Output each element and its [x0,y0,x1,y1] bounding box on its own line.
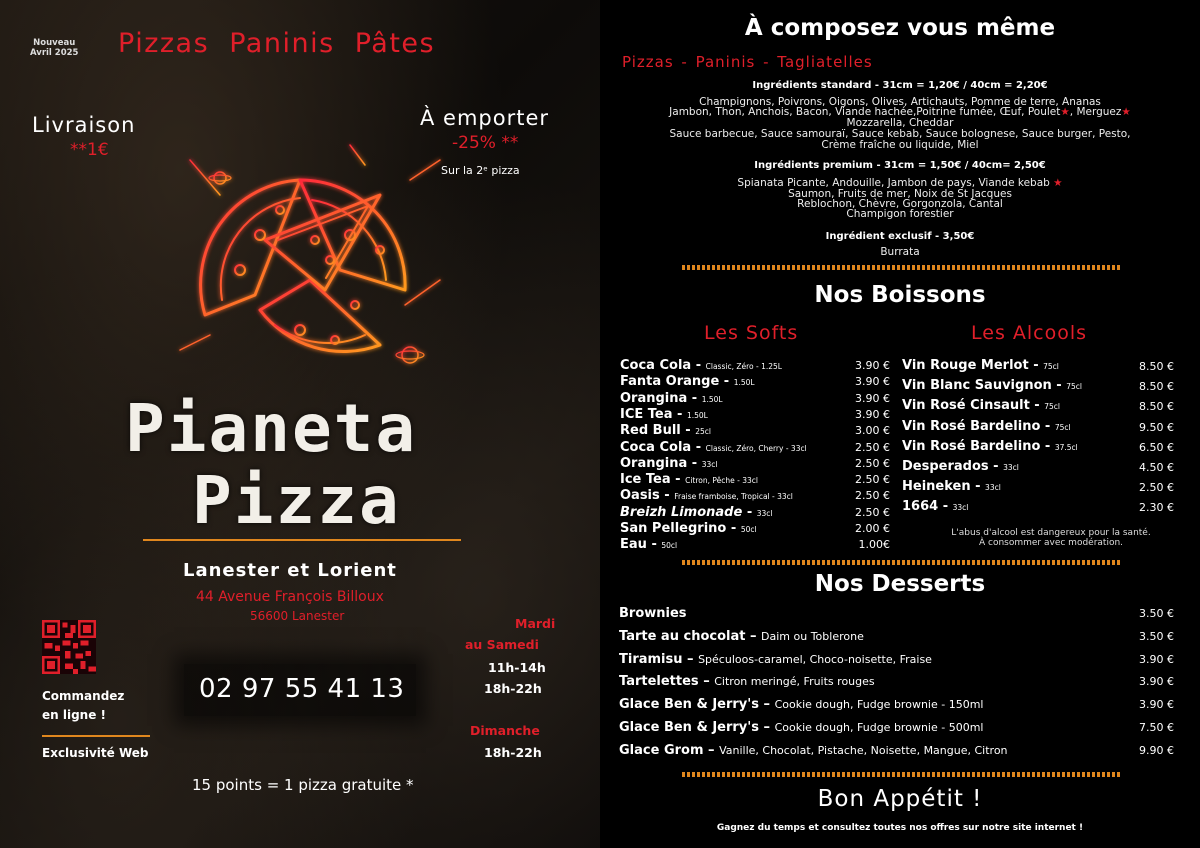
soft-detail: 1.50L [701,394,723,404]
alcool-item [902,378,1082,393]
soft-separator: - [687,455,702,471]
alcool-item [902,479,1001,494]
dessert-name: Glace Ben & Jerry's [619,720,759,735]
alcool-item [902,398,1060,413]
dessert-item [619,720,983,735]
dessert-item [619,697,983,712]
soft-detail: Classic, Zéro - 1.25L [705,362,782,371]
soft-price: 2.50 € [855,440,890,454]
alcool-name: Vin Rosé Bardelino [902,418,1041,434]
hours-slot2: 18h-22h [484,681,542,696]
premium-line1-text: Spianata Picante, Andouille, Jambon de pays, Viande kebab [737,177,1050,189]
alcool-item [902,358,1059,373]
alcool-separator: - [1040,438,1055,454]
alcool-separator: - [1029,398,1045,414]
soft-price: 3.00 € [855,424,890,438]
soft-name: Ice Tea [620,472,671,488]
soft-separator: - [680,423,696,439]
dessert-item [619,674,875,689]
dessert-name: Brownies [619,606,687,621]
dessert-separator: – [703,742,720,758]
dessert-price: 3.90 € [1139,698,1174,712]
soft-price: 2.50 € [855,505,890,519]
alcool-price: 8.50 € [1139,380,1174,394]
alcool-detail: 33cl [952,503,969,513]
dessert-separator: – [759,697,775,713]
premium-line3: Reblochon, Chèvre, Gorgonzola, Cantal [797,198,1003,210]
soft-separator: - [687,390,702,406]
soft-item [620,505,773,520]
hours-dimanche: Dimanche [470,723,540,738]
dessert-detail: Vanille, Chocolat, Pistache, Noisette, Mangue, Citron [719,743,1008,757]
alcool-item [902,499,968,514]
emporter-note: Sur la 2ᵉ pizza [441,164,520,177]
alcool-price: 8.50 € [1139,400,1174,414]
hours-slot1: 11h-14h [488,660,546,675]
soft-separator: - [742,504,757,520]
soft-detail: Classic, Zéro, Cherry - 33cl [705,443,807,453]
alcool-detail: 75cl [1043,362,1059,371]
alcool-separator: - [1051,378,1067,394]
composez-subtitle: Pizzas - Paninis - Tagliatelles [622,53,873,71]
soft-name: San Pellegrino [620,521,727,536]
standard-line2-text: Jambon, Thon, Anchois, Bacon, Viande hachée,Poitrine fumée, Œuf, Poulet [669,106,1061,118]
standard-line1: Champignons, Poivrons, Oigons, Olives, Artichauts, Pomme de terre, Ananas [699,96,1101,108]
loyalty-points: 15 points = 1 pizza gratuite * [192,776,414,794]
dessert-price: 9.90 € [1139,743,1174,757]
hours-au-samedi: au Samedi [465,637,539,652]
emporter-discount: -25% ** [452,133,519,153]
alcool-name: Vin Blanc Sauvignon [902,378,1052,394]
soft-detail: Citron, Pêche - 33cl [685,476,758,486]
dessert-separator: – [745,628,762,644]
soft-name: Red Bull [620,423,681,439]
hours-mardi: Mardi [515,616,556,631]
soft-item [620,358,782,373]
alcool-detail: 33cl [985,483,1001,493]
dessert-item [619,652,932,667]
dessert-price: 3.90 € [1139,652,1174,666]
dessert-item [619,629,864,644]
brand-name-line2: Pizza [192,462,401,539]
premium-line2: Saumon, Fruits de mer, Noix de St Jacques [788,188,1012,200]
standard-heading: Ingrédients standard - 31cm = 1,20€ / 40cm = 2,20€ [752,80,1048,91]
soft-item [620,374,755,389]
desserts-title: Nos Desserts [814,571,986,597]
nouveau-badge [30,38,78,58]
alcool-name: 1664 [902,499,939,515]
dessert-detail: Citron meringé, Fruits rouges [714,675,875,689]
soft-separator: - [726,521,741,536]
soft-price: 2.50 € [855,456,890,470]
standard-line3: Mozzarella, Cheddar [846,117,954,129]
dessert-price: 3.50 € [1139,607,1174,620]
alcool-item [902,439,1078,454]
livraison-label: Livraison [32,113,136,137]
brand-divider [143,539,461,541]
soft-name: Orangina [620,455,688,471]
alcool-separator: - [988,459,1004,474]
soft-separator: - [646,537,662,553]
soft-item [620,423,711,438]
soft-name: ICE Tea [620,406,673,422]
soft-price: 3.90 € [855,407,890,421]
exclusif-heading: Ingrédient exclusif - 3,50€ [825,231,975,242]
qr-code-icon[interactable] [42,620,96,674]
alcool-price: 4.50 € [1139,461,1174,474]
alcool-price: 6.50 € [1139,440,1174,454]
soft-item [620,407,708,422]
premium-line1 [600,178,1200,189]
standard-line4: Sauce barbecue, Sauce samouraï, Sauce kebab, Sauce bolognese, Sauce burger, Pesto, [669,128,1131,140]
dessert-name: Glace Grom [619,742,704,758]
soft-item [620,488,793,503]
soft-detail: 25cl [695,427,711,437]
soft-separator: - [719,374,734,390]
alcool-separator: - [1028,358,1044,373]
soft-detail: 33cl [701,459,718,469]
emporter-label: À emporter [420,106,550,130]
star-icon: ★ [1060,106,1070,118]
soft-price: 3.90 € [855,359,890,372]
star-icon: ★ [1121,106,1131,118]
brand-name-line1: Pianeta [125,390,418,467]
right-panel [600,0,1200,848]
nouveau-line1: Nouveau [33,38,76,48]
commandez-divider [42,735,150,737]
softs-title: Les Softs [704,322,799,344]
standard-line2 [600,107,1200,118]
hours-slot3: 18h-22h [484,745,542,760]
dessert-name: Tartelettes [619,674,699,690]
soft-item [620,440,807,455]
alcool-separator: - [938,499,953,515]
alcools-title: Les Alcools [971,322,1088,344]
alcool-detail: 75cl [1054,422,1071,432]
commandez-line1: Commandez [42,689,125,703]
alcool-price: 9.50 € [1139,420,1174,434]
website-note: Gagnez du temps et consultez toutes nos offres sur notre site internet ! [716,823,1084,833]
dessert-item [619,743,1008,758]
soft-name: Coca Cola [620,439,692,455]
livraison-price: **1€ [70,140,109,160]
soft-price: 1.00€ [858,538,890,552]
phone-number[interactable]: 02 97 55 41 13 [199,674,405,704]
soft-name: Oasis [620,488,660,504]
alcool-separator: - [1040,418,1055,434]
alcool-name: Vin Rouge Merlot [902,358,1029,373]
dessert-name: Tarte au chocolat [619,628,746,644]
soft-item [620,521,757,536]
soft-item [620,472,758,487]
alcool-name: Vin Rosé Bardelino [902,438,1041,454]
section-divider [682,560,1122,565]
address-line1: 44 Avenue François Billoux [196,589,384,605]
soft-separator: - [691,439,706,455]
alcool-price: 2.50 € [1139,481,1174,495]
soft-name: Eau [620,537,647,553]
soft-detail: 33cl [756,508,773,518]
soft-price: 2.50 € [855,473,890,487]
soft-name: Breizh Limonade [620,504,743,520]
soft-detail: 1.50L [686,410,708,420]
dessert-price: 3.90 € [1139,675,1174,689]
soft-separator: - [672,406,687,422]
soft-detail: 1.50L [733,378,755,388]
nouveau-line2: Avril 2025 [30,48,79,58]
alcool-name: Heineken [902,479,971,495]
alcool-item [902,459,1019,474]
categories-heading: Pizzas Paninis Pâtes [118,28,436,59]
dessert-detail: Cookie dough, Fudge brownie - 150ml [774,698,984,712]
dessert-item [619,606,687,621]
alcool-price: 2.30 € [1139,501,1174,515]
premium-heading: Ingrédients premium - 31cm = 1,50€ / 40cm= 2,50€ [754,160,1046,171]
alcool-separator: - [970,479,986,495]
dessert-price: 3.50 € [1139,629,1174,643]
dessert-name: Glace Ben & Jerry's [619,697,759,713]
standard-line5: Crème fraîche ou liquide, Miel [821,139,979,151]
city-label: Lanester et Lorient [183,560,397,581]
soft-price: 3.90 € [855,375,890,389]
alcohol-warning-line1: L'abus d'alcool est dangereux pour la santé. [951,528,1151,538]
commandez-line2: en ligne ! [42,708,107,722]
standard-line2-tail: , Merguez [1069,106,1122,118]
composez-title: À composez vous même [744,15,1056,41]
soft-price: 3.90 € [855,391,890,405]
premium-line4: Champigon forestier [846,208,954,220]
alcool-detail: 75cl [1066,382,1082,392]
soft-item [620,456,718,471]
soft-item [620,391,723,406]
soft-detail: Fraise framboise, Tropical - 33cl [674,492,793,502]
soft-item [620,537,677,552]
alcool-price: 8.50 € [1139,360,1174,373]
soft-name: Coca Cola [620,358,692,373]
alcool-name: Vin Rosé Cinsault [902,398,1030,414]
soft-detail: 50cl [740,525,757,534]
exclusivite-web: Exclusivité Web [42,746,149,760]
section-divider [682,265,1122,270]
pizza-planet-illustration [150,140,450,400]
soft-name: Orangina [620,390,688,406]
exclusif-line1: Burrata [880,246,920,258]
dessert-price: 7.50 € [1139,721,1174,734]
dessert-detail: Cookie dough, Fudge brownie - 500ml [774,721,984,734]
dessert-separator: – [759,720,775,735]
alcohol-warning [920,528,1182,548]
alcool-detail: 33cl [1003,463,1019,472]
boissons-title: Nos Boissons [814,282,986,308]
bon-appetit: Bon Appétit ! [817,786,983,812]
soft-detail: 50cl [661,541,678,551]
address-line2: 56600 Lanester [250,609,345,623]
soft-price: 2.00 € [855,522,890,535]
dessert-detail: Spéculoos-caramel, Choco-noisette, Fraise [698,652,932,666]
soft-separator: - [670,472,686,488]
soft-price: 2.50 € [855,489,890,503]
alcool-detail: 75cl [1044,402,1060,412]
section-divider [682,772,1122,777]
soft-name: Fanta Orange [620,374,720,390]
alcool-detail: 37.5cl [1054,442,1078,452]
soft-separator: - [659,488,675,504]
alcohol-warning-line2: À consommer avec modération. [978,538,1124,548]
alcool-name: Desperados [902,459,989,474]
dessert-separator: – [698,674,715,690]
dessert-separator: – [682,651,699,667]
star-icon: ★ [1053,177,1063,189]
dessert-name: Tiramisu [619,651,683,667]
soft-separator: - [691,358,706,373]
alcool-item [902,419,1071,434]
dessert-detail: Daim ou Toblerone [761,629,864,643]
